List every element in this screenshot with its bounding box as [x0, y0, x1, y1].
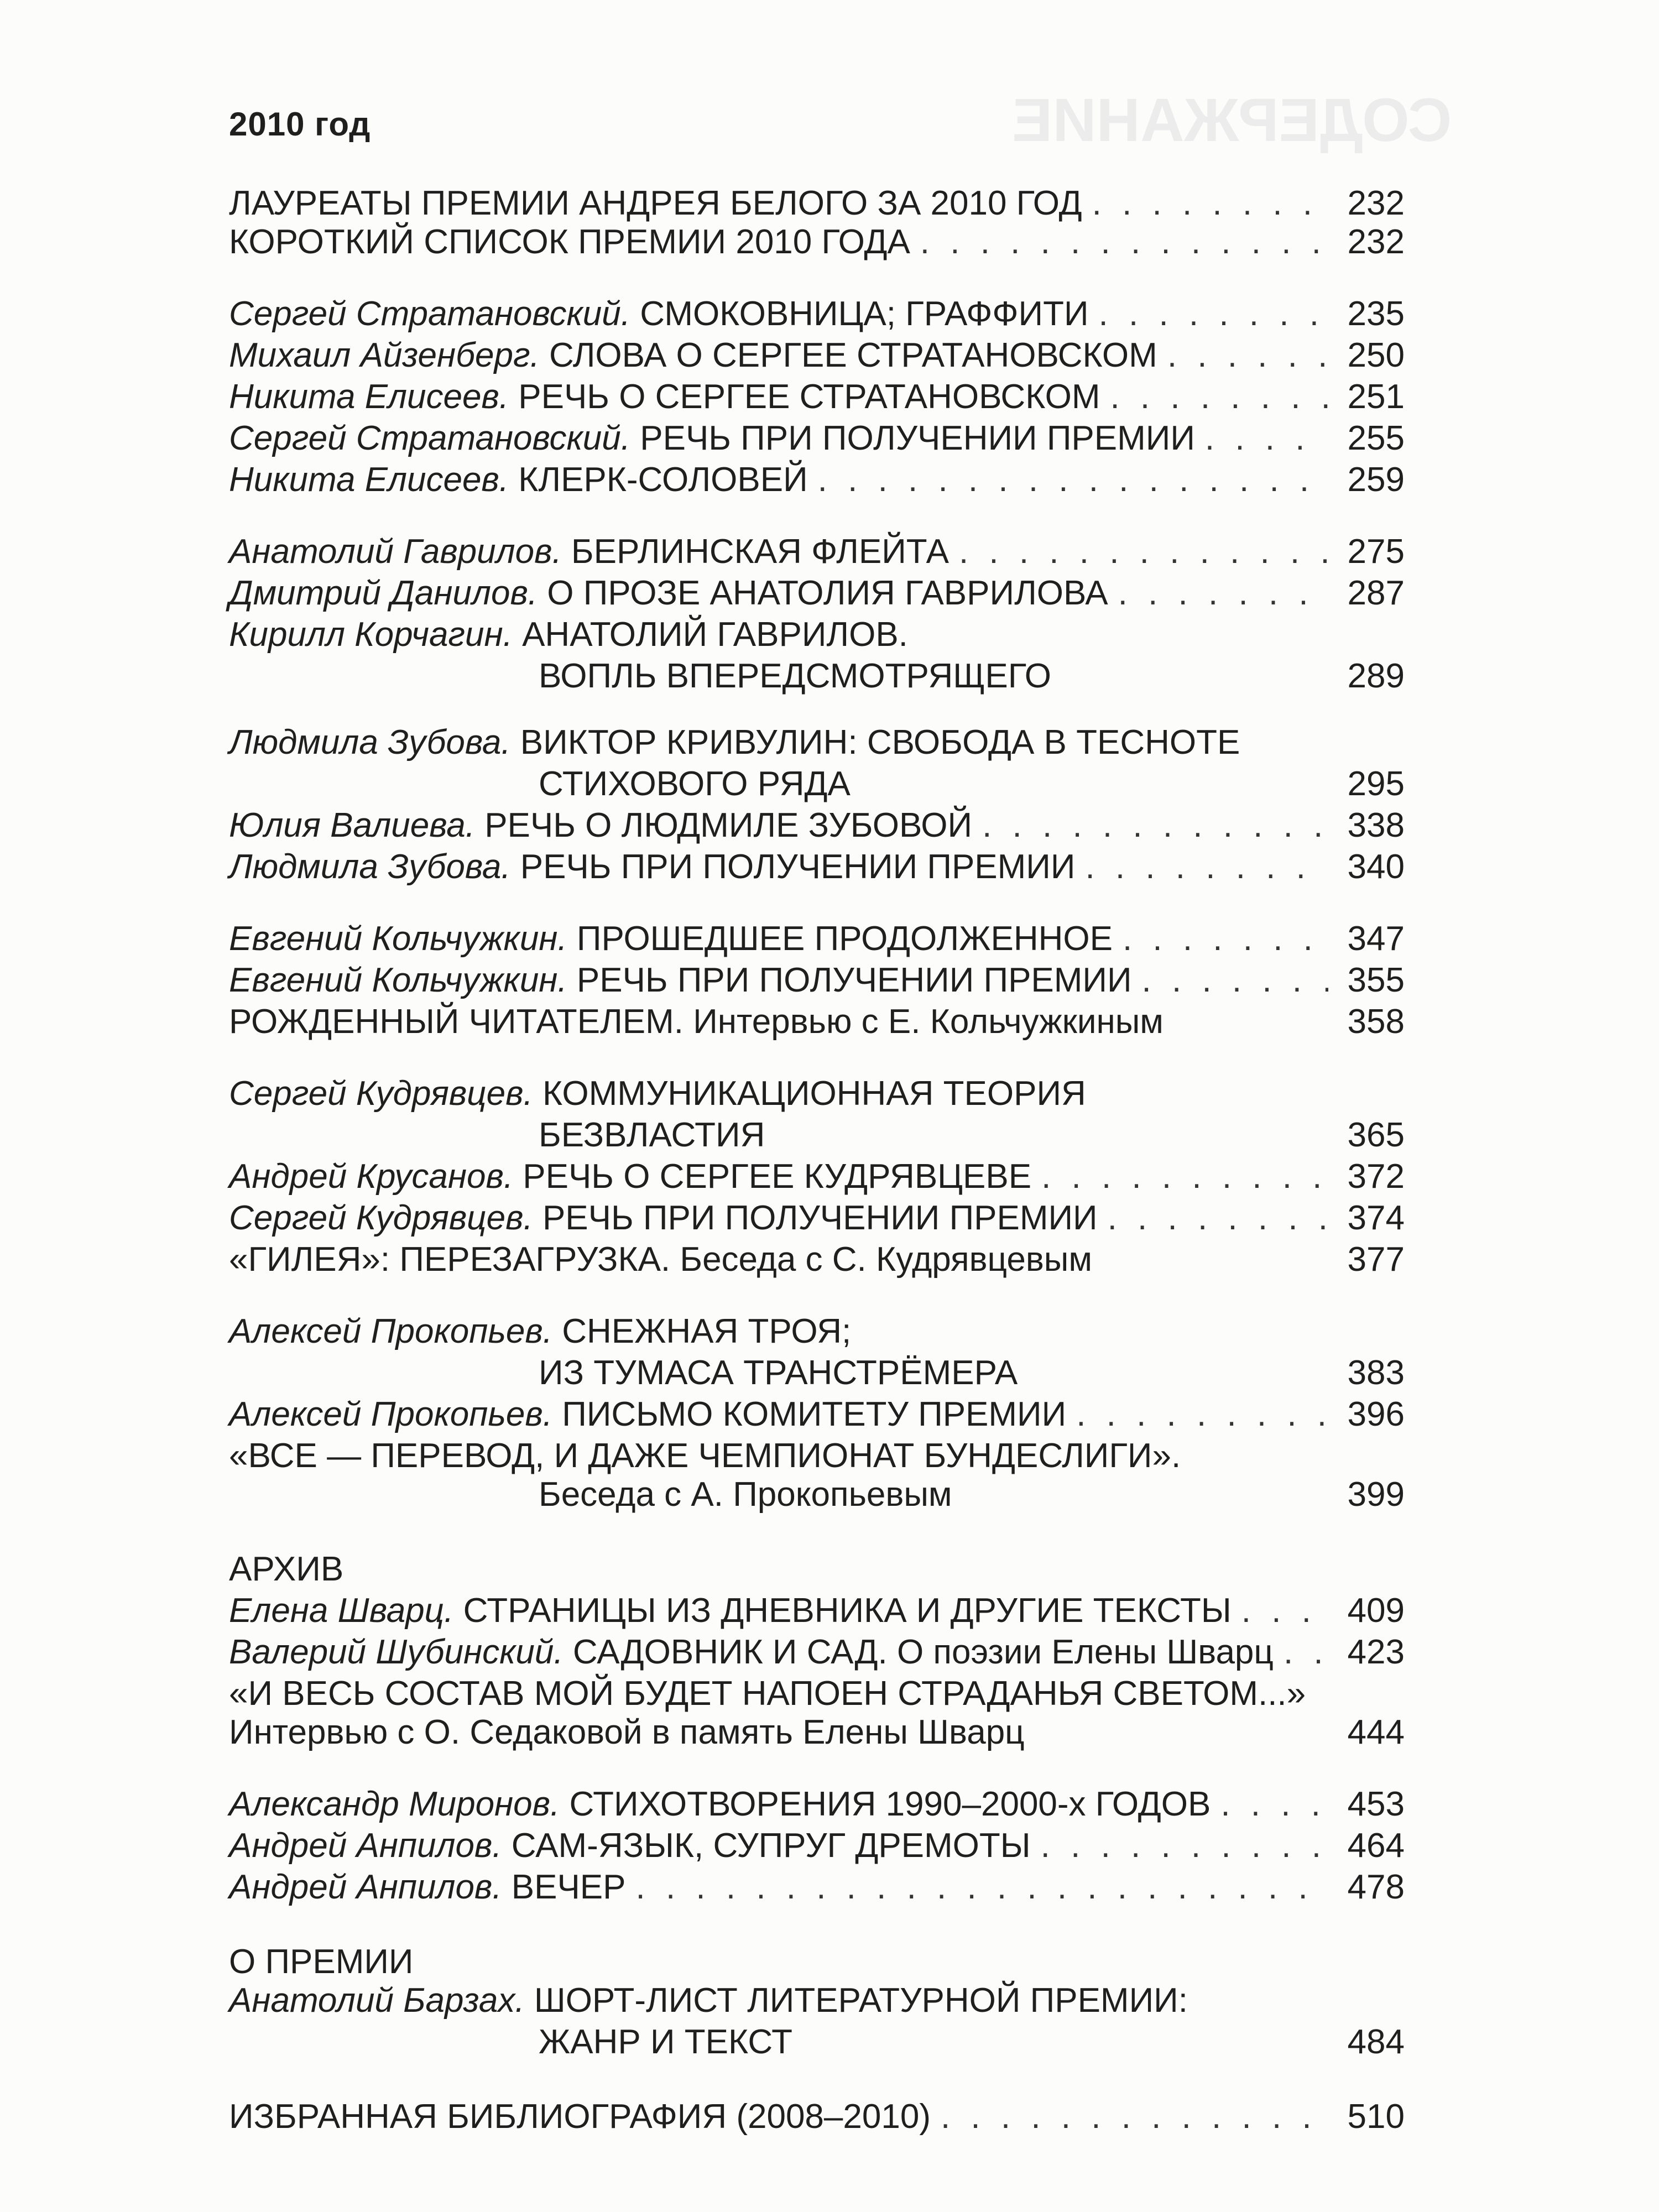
toc-entry: [229, 1352, 1405, 1394]
entry-author: Анатолий Гаврилов.: [229, 533, 562, 571]
toc-entry: [229, 1435, 1405, 1477]
toc-entry: [229, 1073, 1405, 1115]
entry-page-number: 232: [1347, 223, 1405, 261]
entry-page-number: 365: [1347, 1116, 1405, 1154]
entry-page-number: 338: [1347, 806, 1405, 844]
entry-title: РЕЧЬ ПРИ ПОЛУЧЕНИИ ПРЕМИИ: [640, 419, 1195, 457]
toc-entry: [229, 1673, 1405, 1715]
entry-title: ВИКТОР КРИВУЛИН: СВОБОДА В ТЕСНОТЕ: [520, 723, 1240, 761]
entry-title: О ПРОЗЕ АНАТОЛИЯ ГАВРИЛОВА: [547, 574, 1108, 612]
entry-author: Сергей Кудрявцев.: [229, 1074, 533, 1113]
entry-title: ВОПЛЬ ВПЕРЕДСМОТРЯЩЕГО: [539, 657, 1052, 695]
toc-entry: [229, 459, 1405, 501]
toc-entry: [229, 655, 1405, 697]
leader-dots: [1118, 572, 1328, 614]
entry-author: Сергей Кудрявцев.: [229, 1199, 533, 1237]
entry-page-number: 464: [1347, 1827, 1405, 1865]
entry-title: БЕЗВЛАСТИЯ: [539, 1116, 765, 1154]
toc-entry: [229, 1783, 1405, 1825]
toc-entry: [229, 221, 1405, 263]
entry-page-number: 374: [1347, 1199, 1405, 1237]
entry-author: Александр Миронов.: [229, 1785, 560, 1823]
entry-author: Андрей Анпилов.: [229, 1868, 502, 1906]
toc-entry: [229, 1239, 1405, 1281]
toc-entry: [229, 1156, 1405, 1198]
entry-title: СМОКОВНИЦА; ГРАФФИТИ: [640, 295, 1089, 333]
entry-title: АНАТОЛИЙ ГАВРИЛОВ.: [522, 615, 908, 654]
entry-page-number: 377: [1347, 1240, 1405, 1279]
entry-title: РЕЧЬ О СЕРГЕЕ СТРАТАНОВСКОМ: [518, 378, 1100, 416]
toc-entry: [229, 293, 1405, 335]
toc-entry: [229, 1394, 1405, 1436]
entry-page-number: 453: [1347, 1785, 1405, 1823]
entry-page-number: 358: [1347, 1003, 1405, 1041]
toc-entry: [229, 2021, 1405, 2063]
section-archive: АРХИВ: [229, 1550, 344, 1588]
entry-page-number: 232: [1347, 184, 1405, 222]
entry-author: Алексей Прокопьев.: [229, 1312, 553, 1350]
leader-dots: [636, 1866, 1328, 1908]
entry-title: ПРОШЕДШЕЕ ПРОДОЛЖЕННОЕ: [576, 920, 1113, 958]
entry-author: Никита Елисеев.: [229, 378, 509, 416]
toc-entry: [229, 1114, 1405, 1156]
entry-page-number: 444: [1347, 1713, 1405, 1751]
entry-title: САМ-ЯЗЫК, СУПРУГ ДРЕМОТЫ: [511, 1827, 1031, 1865]
toc-entry: [229, 418, 1405, 460]
entry-title: РОЖДЕННЫЙ ЧИТАТЕЛЕМ. Интервью с Е. Кольчужкиным: [229, 1003, 1164, 1041]
toc-entry: [229, 918, 1405, 960]
toc-entry: [229, 1001, 1405, 1043]
leader-dots: [1205, 418, 1328, 460]
toc-entry: [229, 376, 1405, 418]
entry-page-number: 235: [1347, 295, 1405, 333]
leader-dots: [920, 221, 1328, 263]
toc-entry: [229, 763, 1405, 805]
leader-dots: [1284, 1631, 1328, 1673]
entry-title: РЕЧЬ О СЕРГЕЕ КУДРЯВЦЕВЕ: [523, 1157, 1032, 1196]
leader-dots: [1123, 918, 1328, 960]
entry-author: Кирилл Корчагин.: [229, 615, 513, 654]
leader-dots: [1110, 376, 1328, 418]
toc-entry: [229, 1980, 1405, 2022]
toc-entry: [229, 1311, 1405, 1353]
toc-entry: [229, 1712, 1405, 1754]
entry-page-number: 409: [1347, 1592, 1405, 1630]
leader-dots: [1220, 1783, 1328, 1825]
entry-title: САДОВНИК И САД. О поэзии Елены Шварц: [572, 1633, 1274, 1671]
entry-title: КЛЕРК-СОЛОВЕЙ: [518, 461, 808, 499]
entry-author: Евгений Кольчужкин.: [229, 961, 567, 999]
section-about-prize: О ПРЕМИИ: [229, 1943, 414, 1981]
entry-page-number: 355: [1347, 961, 1405, 999]
entry-author: Анатолий Барзах.: [229, 1981, 525, 2020]
entry-title: СНЕЖНАЯ ТРОЯ;: [562, 1312, 852, 1350]
leader-dots: [959, 531, 1328, 573]
entry-title: «ВСЕ — ПЕРЕВОД, И ДАЖЕ ЧЕМПИОНАТ БУНДЕСЛИГИ».: [229, 1437, 1181, 1475]
toc-entry: [229, 531, 1405, 573]
entry-author: Сергей Стратановский.: [229, 419, 630, 457]
entry-author: Валерий Шубинский.: [229, 1633, 564, 1671]
entry-title: РЕЧЬ ПРИ ПОЛУЧЕНИИ ПРЕМИИ: [576, 961, 1132, 999]
toc-entry: [229, 959, 1405, 1001]
entry-author: Михаил Айзенберг.: [229, 336, 540, 374]
entry-page-number: 396: [1347, 1395, 1405, 1433]
leader-dots: [1142, 959, 1328, 1001]
toc-entry: [229, 1825, 1405, 1867]
entry-page-number: 250: [1347, 336, 1405, 374]
entry-title: БЕРЛИНСКАЯ ФЛЕЙТА: [571, 533, 949, 571]
toc-entry: [229, 614, 1405, 656]
entry-page-number: 255: [1347, 419, 1405, 457]
entry-author: Андрей Анпилов.: [229, 1827, 502, 1865]
entry-title: ЛАУРЕАТЫ ПРЕМИИ АНДРЕЯ БЕЛОГО ЗА 2010 ГОД: [229, 184, 1082, 222]
entry-title: Беседа с А. Прокопьевым: [539, 1475, 952, 1514]
leader-dots: [1076, 1394, 1328, 1436]
entry-title: СТРАНИЦЫ ИЗ ДНЕВНИКА И ДРУГИЕ ТЕКСТЫ: [463, 1592, 1232, 1630]
leader-dots: [1092, 182, 1328, 225]
entry-title: ИЗБРАННАЯ БИБЛИОГРАФИЯ (2008–2010): [229, 2098, 931, 2136]
entry-author: Юлия Валиева.: [229, 806, 475, 844]
entry-page-number: 478: [1347, 1868, 1405, 1906]
entry-title: РЕЧЬ О ЛЮДМИЛЕ ЗУБОВОЙ: [484, 806, 973, 844]
year-heading: 2010 год: [229, 106, 371, 143]
entry-title: Интервью с О. Седаковой в память Елены Шварц: [229, 1713, 1025, 1751]
toc-entry: [229, 1631, 1405, 1673]
entry-page-number: 372: [1347, 1157, 1405, 1196]
entry-title: СТИХОВОГО РЯДА: [539, 765, 851, 803]
entry-author: Людмила Зубова.: [229, 723, 511, 761]
entry-title: РЕЧЬ ПРИ ПОЛУЧЕНИИ ПРЕМИИ: [520, 848, 1076, 886]
toc-entry: [229, 1866, 1405, 1908]
toc-entry: [229, 846, 1405, 888]
leader-dots: [982, 805, 1328, 847]
entry-title: ШОРТ-ЛИСТ ЛИТЕРАТУРНОЙ ПРЕМИИ:: [534, 1981, 1188, 2020]
entry-author: Людмила Зубова.: [229, 848, 511, 886]
entry-title: ЖАНР И ТЕКСТ: [539, 2023, 792, 2061]
entry-page-number: 289: [1347, 657, 1405, 695]
entry-title: ВЕЧЕР: [511, 1868, 626, 1906]
toc-entry: [229, 335, 1405, 377]
entry-title: «ГИЛЕЯ»: ПЕРЕЗАГРУЗКА. Беседа с С. Кудрявцевым: [229, 1240, 1092, 1279]
leader-dots: [1041, 1156, 1328, 1198]
entry-author: Сергей Стратановский.: [229, 295, 630, 333]
entry-page-number: 287: [1347, 574, 1405, 612]
entry-page-number: 383: [1347, 1354, 1405, 1392]
entry-author: Алексей Прокопьев.: [229, 1395, 553, 1433]
leader-dots: [1041, 1825, 1328, 1867]
toc-entry: [229, 722, 1405, 764]
entry-page-number: 510: [1347, 2098, 1405, 2136]
toc-entry: [229, 182, 1405, 225]
toc-entry: [229, 805, 1405, 847]
entry-author: Дмитрий Данилов.: [229, 574, 538, 612]
toc-entry: [229, 1590, 1405, 1632]
leader-dots: [1108, 1197, 1328, 1239]
entry-author: Никита Елисеев.: [229, 461, 509, 499]
entry-author: Евгений Кольчужкин.: [229, 920, 567, 958]
entry-title: ИЗ ТУМАСА ТРАНСТРЁМЕРА: [539, 1354, 1018, 1392]
entry-page-number: 275: [1347, 533, 1405, 571]
entry-page-number: 340: [1347, 848, 1405, 886]
entry-page-number: 423: [1347, 1633, 1405, 1671]
leader-dots: [1099, 293, 1328, 335]
entry-title: ПИСЬМО КОМИТЕТУ ПРЕМИИ: [562, 1395, 1067, 1433]
entry-title: СТИХОТВОРЕНИЯ 1990–2000-х ГОДОВ: [569, 1785, 1211, 1823]
entry-title: РЕЧЬ ПРИ ПОЛУЧЕНИИ ПРЕМИИ: [542, 1199, 1098, 1237]
entry-page-number: 295: [1347, 765, 1405, 803]
entry-author: Елена Шварц.: [229, 1592, 454, 1630]
toc-entry: [229, 572, 1405, 614]
leader-dots: [941, 2096, 1328, 2138]
leader-dots: [1241, 1590, 1328, 1632]
entry-title: «И ВЕСЬ СОСТАВ МОЙ БУДЕТ НАПОЕН СТРАДАНЬЯ СВЕТОМ...»: [229, 1674, 1306, 1713]
entry-page-number: 399: [1347, 1475, 1405, 1514]
toc-entry: [229, 1197, 1405, 1239]
leader-dots: [818, 459, 1328, 501]
leader-dots: [1085, 846, 1328, 888]
entry-page-number: 484: [1347, 2023, 1405, 2061]
entry-page-number: 259: [1347, 461, 1405, 499]
entry-title: КОРОТКИЙ СПИСОК ПРЕМИИ 2010 ГОДА: [229, 223, 910, 261]
leader-dots: [1167, 335, 1328, 377]
entry-title: СЛОВА О СЕРГЕЕ СТРАТАНОВСКОМ: [549, 336, 1157, 374]
entry-author: Андрей Крусанов.: [229, 1157, 514, 1196]
toc-entry: [229, 1474, 1405, 1516]
entry-title: КОММУНИКАЦИОННАЯ ТЕОРИЯ: [542, 1074, 1086, 1113]
entry-page-number: 251: [1347, 378, 1405, 416]
entry-page-number: 347: [1347, 920, 1405, 958]
toc-entry: [229, 2096, 1405, 2138]
bleed-through-title: СОДЕРЖАНИЕ: [1012, 86, 1452, 154]
